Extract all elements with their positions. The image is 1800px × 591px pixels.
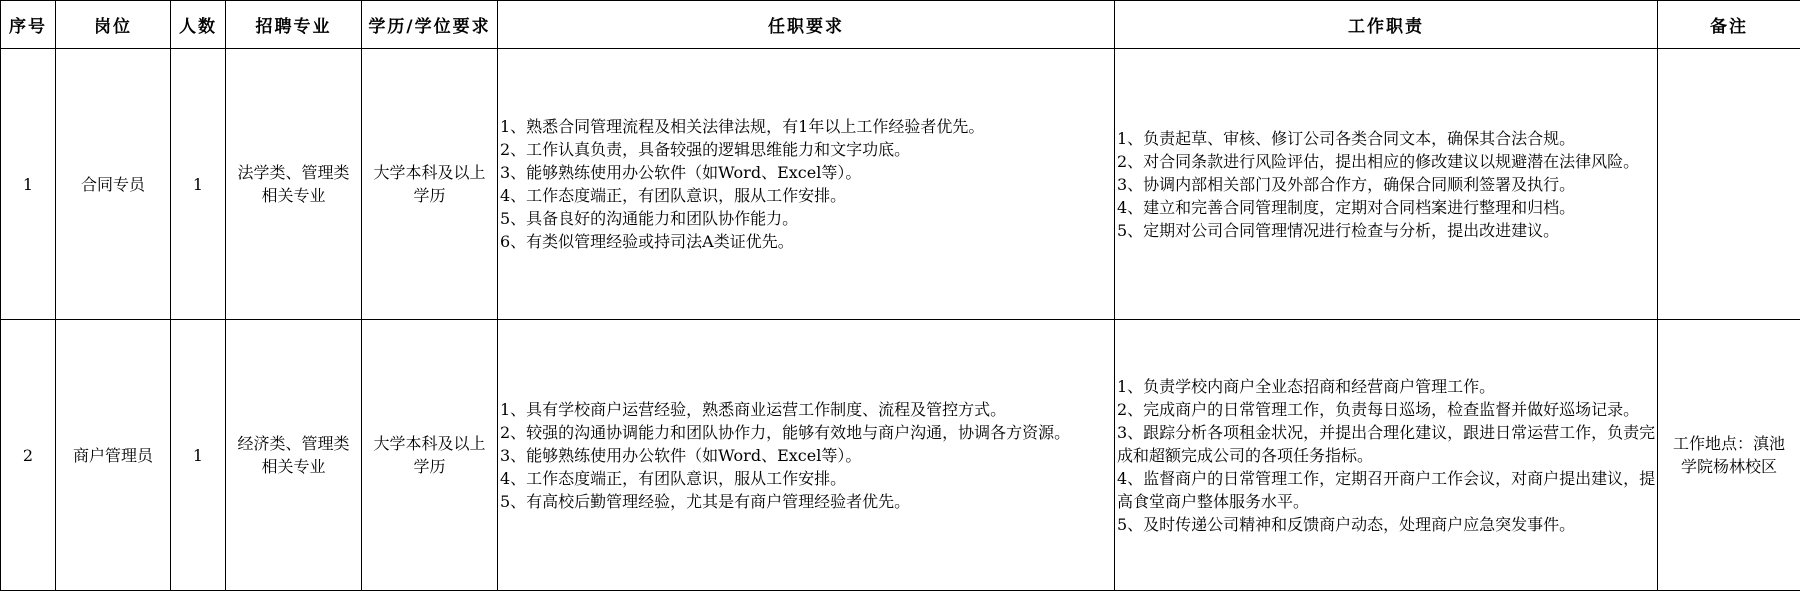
cell-major bbox=[226, 320, 362, 591]
duty-item: 2、完成商户的日常管理工作，负责每日巡场，检查监督并做好巡场记录。 bbox=[1117, 398, 1656, 421]
requirement-item: 3、能够熟练使用办公软件（如Word、Excel等）。 bbox=[500, 161, 1113, 184]
duty-item: 1、负责起草、审核、修订公司各类合同文本，确保其合法合规。 bbox=[1117, 127, 1656, 150]
duty-item: 2、对合同条款进行风险评估，提出相应的修改建议以规避潜在法律风险。 bbox=[1117, 150, 1656, 173]
major-line: 经济类、管理类 bbox=[226, 432, 361, 455]
cell-index: 1 bbox=[1, 49, 56, 320]
major-line: 相关专业 bbox=[226, 184, 361, 207]
requirement-item: 2、较强的沟通协调能力和团队协作力，能够有效地与商户沟通，协调各方资源。 bbox=[500, 421, 1113, 444]
duty-item: 1、负责学校内商户全业态招商和经营商户管理工作。 bbox=[1117, 375, 1656, 398]
duty-item: 3、协调内部相关部门及外部合作方，确保合同顺利签署及执行。 bbox=[1117, 173, 1656, 196]
duty-item: 3、跟踪分析各项租金状况，并提出合理化建议，跟进日常运营工作，负责完成和超额完成公司的各项任务指标。 bbox=[1117, 421, 1656, 467]
cell-education bbox=[362, 320, 498, 591]
duty-item: 4、建立和完善合同管理制度，定期对合同档案进行整理和归档。 bbox=[1117, 196, 1656, 219]
cell-position: 合同专员 bbox=[56, 49, 171, 320]
requirement-item: 1、具有学校商户运营经验，熟悉商业运营工作制度、流程及管控方式。 bbox=[500, 398, 1113, 421]
header-row bbox=[1, 1, 1800, 49]
header-remark: 备注 bbox=[1658, 1, 1800, 49]
remark-line: 工作地点：滇池 bbox=[1658, 432, 1800, 455]
cell-education bbox=[362, 49, 498, 320]
duty-item: 5、及时传递公司精神和反馈商户动态，处理商户应急突发事件。 bbox=[1117, 513, 1656, 536]
major-line: 相关专业 bbox=[226, 455, 361, 478]
header-major: 招聘专业 bbox=[226, 1, 362, 49]
requirement-item: 2、工作认真负责，具备较强的逻辑思维能力和文字功底。 bbox=[500, 138, 1113, 161]
header-requirements: 任职要求 bbox=[498, 1, 1115, 49]
table-row bbox=[1, 49, 1800, 320]
header-education: 学历/学位要求 bbox=[362, 1, 498, 49]
duty-item: 5、定期对公司合同管理情况进行检查与分析，提出改进建议。 bbox=[1117, 219, 1656, 242]
cell-count: 1 bbox=[171, 320, 226, 591]
requirement-item: 4、工作态度端正，有团队意识，服从工作安排。 bbox=[500, 467, 1113, 490]
requirement-item: 3、能够熟练使用办公软件（如Word、Excel等）。 bbox=[500, 444, 1113, 467]
header-index: 序号 bbox=[1, 1, 56, 49]
requirement-item: 5、有高校后勤管理经验，尤其是有商户管理经验者优先。 bbox=[500, 490, 1113, 513]
header-count: 人数 bbox=[171, 1, 226, 49]
remark-line: 学院杨林校区 bbox=[1658, 455, 1800, 478]
header-duties: 工作职责 bbox=[1115, 1, 1658, 49]
requirement-item: 6、有类似管理经验或持司法A类证优先。 bbox=[500, 230, 1113, 253]
cell-requirements bbox=[498, 320, 1115, 591]
cell-requirements bbox=[498, 49, 1115, 320]
cell-duties bbox=[1115, 49, 1658, 320]
cell-position: 商户管理员 bbox=[56, 320, 171, 591]
header-position: 岗位 bbox=[56, 1, 171, 49]
cell-remark bbox=[1658, 320, 1800, 591]
major-line: 法学类、管理类 bbox=[226, 161, 361, 184]
education-line: 学历 bbox=[362, 184, 497, 207]
cell-remark bbox=[1658, 49, 1800, 320]
requirement-item: 5、具备良好的沟通能力和团队协作能力。 bbox=[500, 207, 1113, 230]
education-line: 大学本科及以上 bbox=[362, 161, 497, 184]
education-line: 大学本科及以上 bbox=[362, 432, 497, 455]
cell-major bbox=[226, 49, 362, 320]
duty-item: 4、监督商户的日常管理工作，定期召开商户工作会议，对商户提出建议，提高食堂商户整体服务水平。 bbox=[1117, 467, 1656, 513]
table-row bbox=[1, 320, 1800, 591]
cell-index: 2 bbox=[1, 320, 56, 591]
cell-count: 1 bbox=[171, 49, 226, 320]
requirement-item: 1、熟悉合同管理流程及相关法律法规，有1年以上工作经验者优先。 bbox=[500, 115, 1113, 138]
requirement-item: 4、工作态度端正，有团队意识，服从工作安排。 bbox=[500, 184, 1113, 207]
education-line: 学历 bbox=[362, 455, 497, 478]
cell-duties bbox=[1115, 320, 1658, 591]
